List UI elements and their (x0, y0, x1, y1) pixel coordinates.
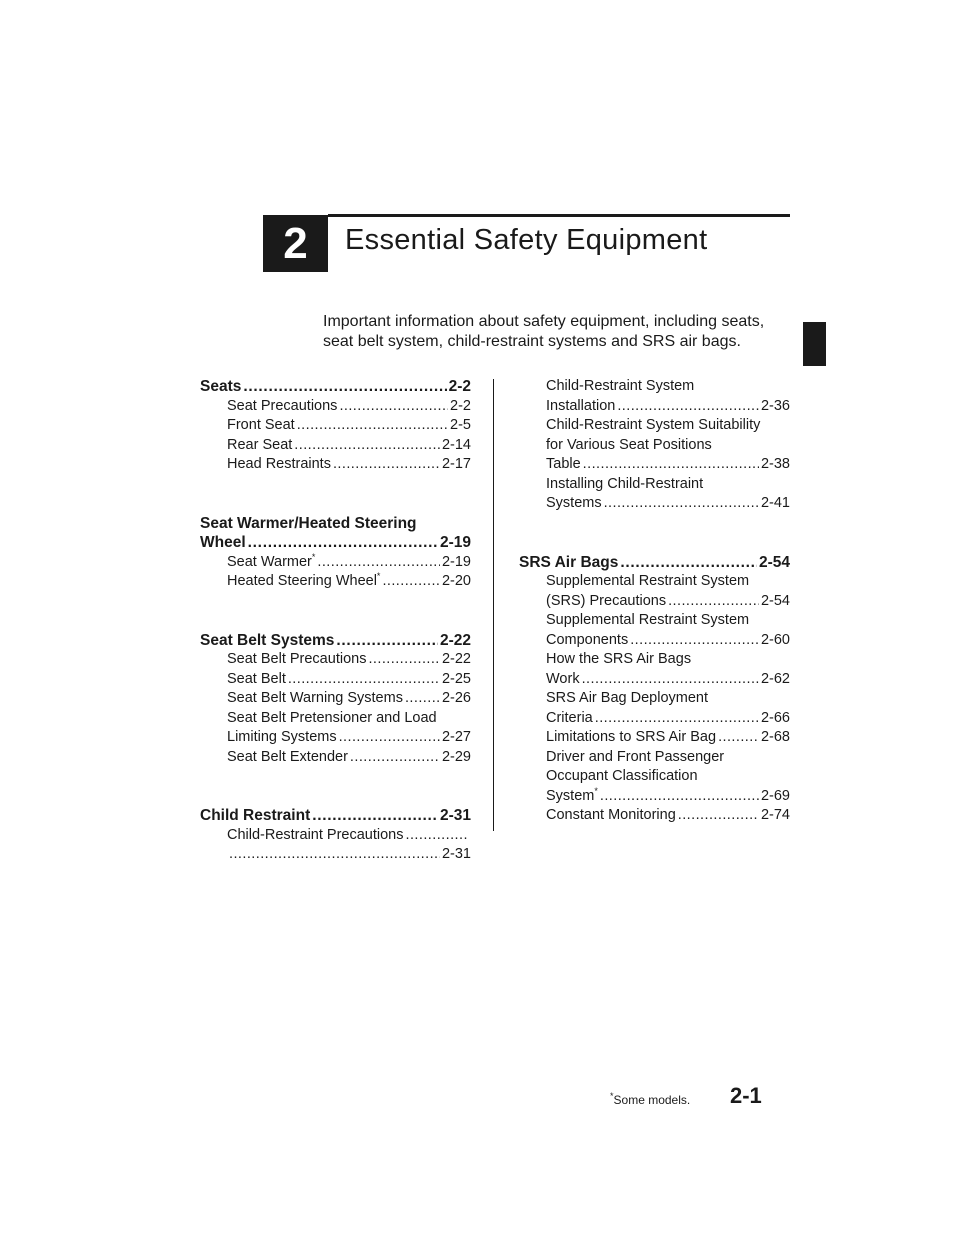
toc-item-line[interactable]: Child-Restraint System (546, 378, 695, 394)
toc-page: 2-22 (441, 651, 471, 667)
toc-page: 2-2 (448, 378, 471, 395)
toc-item[interactable] (519, 397, 790, 417)
intro-line-2: seat belt system, child-restraint systems and SRS air bags. (323, 333, 741, 350)
toc-item-label: (SRS) Precautions (546, 592, 667, 609)
toc-page: 2-60 (760, 631, 790, 648)
toc-item-label: Work (546, 670, 580, 687)
toc-page: 2-41 (760, 495, 790, 511)
toc-item[interactable] (200, 728, 471, 748)
toc-item-label: Limitations to SRS Air Bag (546, 729, 717, 745)
toc-item-line[interactable]: Supplemental Restraint System (546, 573, 750, 589)
toc-page: 2-66 (760, 709, 790, 726)
toc-page: 2-74 (760, 807, 790, 823)
toc-item-line[interactable]: Driver and Front Passenger (546, 748, 725, 765)
toc-item[interactable] (200, 397, 471, 417)
toc-section-title: Seat Belt Systems (200, 631, 335, 649)
toc-page: 2-27 (441, 729, 471, 745)
toc-item-line[interactable]: for Various Seat Positions (546, 436, 712, 453)
toc-item[interactable] (200, 455, 471, 475)
toc-item-label: Head Restraints (227, 456, 331, 472)
toc-item[interactable] (519, 806, 790, 826)
toc-section-seats[interactable] (200, 377, 471, 397)
toc-item-label: Seat Belt Warning Systems (227, 690, 403, 706)
toc-item[interactable] (519, 709, 790, 729)
toc-item-line[interactable]: How the SRS Air Bags (546, 651, 692, 667)
toc-item[interactable] (200, 416, 471, 436)
toc-item[interactable] (519, 631, 790, 651)
toc-page: 2-31 (441, 846, 471, 862)
toc-item[interactable] (519, 787, 790, 807)
toc-item-label: Criteria (546, 709, 593, 726)
toc-page: 2-20 (441, 573, 471, 589)
toc-item-label: Child-Restraint Precautions (227, 826, 404, 843)
toc-item[interactable] (200, 826, 471, 846)
column-divider (493, 379, 494, 831)
toc-item-label: Constant Monitoring (546, 807, 676, 823)
toc-item[interactable] (519, 728, 790, 748)
toc-item[interactable] (519, 455, 790, 475)
toc-item-line[interactable]: SRS Air Bag Deployment (546, 690, 708, 706)
toc-page: 2-17 (441, 456, 471, 472)
toc-section-seat-belts[interactable] (200, 631, 471, 651)
toc-item[interactable] (200, 689, 471, 709)
toc-item[interactable] (519, 670, 790, 690)
toc-item-label: Systems (546, 495, 602, 511)
toc-page: 2-54 (760, 592, 790, 609)
toc-page: 2-31 (439, 807, 471, 824)
toc-item-label: Components (546, 631, 629, 648)
toc-page: 2-14 (441, 436, 471, 453)
toc-page: 2-36 (760, 397, 790, 414)
toc-page: 2-25 (441, 670, 471, 687)
toc-item-label: Heated Steering Wheel* (227, 571, 381, 589)
toc-page: 2-29 (441, 748, 471, 765)
toc-item[interactable] (200, 650, 471, 670)
toc-item-label: Table (546, 456, 581, 472)
toc-item-label: System* (546, 785, 598, 804)
toc-page: 2-38 (760, 456, 790, 472)
toc-page: 2-69 (760, 787, 790, 804)
toc-page: 2-19 (439, 534, 471, 551)
chapter-intro (323, 312, 793, 352)
toc-right-column (519, 377, 790, 826)
toc-item-label: Rear Seat (227, 436, 293, 453)
toc-section-child-restraint[interactable] (200, 806, 471, 826)
toc-page: 2-19 (441, 553, 471, 570)
toc-item[interactable] (200, 670, 471, 690)
toc-item-continued[interactable] (200, 845, 471, 865)
toc-item[interactable] (200, 748, 471, 768)
toc-item[interactable] (200, 436, 471, 456)
toc-item[interactable] (519, 494, 790, 514)
toc-page: 2-68 (760, 729, 790, 745)
chapter-title: Essential Safety Equipment (345, 224, 708, 256)
chapter-title-rule (328, 214, 790, 217)
toc-section-title: Child Restraint (200, 807, 311, 824)
toc-page: 2-62 (760, 670, 790, 687)
toc-section-heated[interactable] (200, 533, 471, 553)
toc-page: 2-54 (758, 553, 790, 571)
toc-section-title: Wheel (200, 534, 246, 551)
page-number: 2-1 (730, 1083, 762, 1108)
intro-line-1: Important information about safety equipment, including seats, (323, 313, 765, 330)
toc-item-label: Front Seat (227, 417, 295, 433)
toc-item-label: Seat Belt (227, 670, 286, 687)
toc-item-line[interactable]: Child-Restraint System Suitability (546, 417, 761, 433)
toc-page: 2-22 (439, 631, 471, 649)
toc-item-label: Installation (546, 397, 616, 414)
toc-item-line[interactable]: Installing Child-Restraint (546, 475, 704, 492)
toc-page: 2-26 (441, 690, 471, 706)
chapter-side-tab (803, 322, 826, 366)
footnote: *Some models. (610, 1091, 691, 1107)
toc-item[interactable] (200, 553, 471, 573)
toc-item[interactable] (519, 592, 790, 612)
toc-item-line[interactable]: Occupant Classification (546, 768, 698, 784)
toc-section-title: SRS Air Bags (519, 553, 619, 571)
toc-item-label: Seat Precautions (227, 397, 338, 414)
toc-item-line[interactable]: Supplemental Restraint System (546, 612, 750, 628)
toc-page: 2-5 (450, 417, 471, 433)
toc-item-label: Seat Warmer* (227, 551, 316, 570)
toc-section-title: Seats (200, 378, 242, 395)
toc-item-label: Seat Belt Precautions (227, 651, 367, 667)
toc-left-column (200, 377, 471, 865)
toc-item-label: Limiting Systems (227, 729, 337, 745)
chapter-number-box: 2 (263, 215, 328, 272)
toc-item[interactable] (200, 572, 471, 592)
toc-page: 2-2 (450, 397, 471, 414)
toc-item-line[interactable]: Seat Belt Pretensioner and Load (227, 709, 437, 726)
toc-section-title-line[interactable]: Seat Warmer/Heated Steering (200, 514, 417, 532)
toc-section-srs-air-bags[interactable] (519, 553, 790, 573)
toc-item-label: Seat Belt Extender (227, 748, 348, 765)
